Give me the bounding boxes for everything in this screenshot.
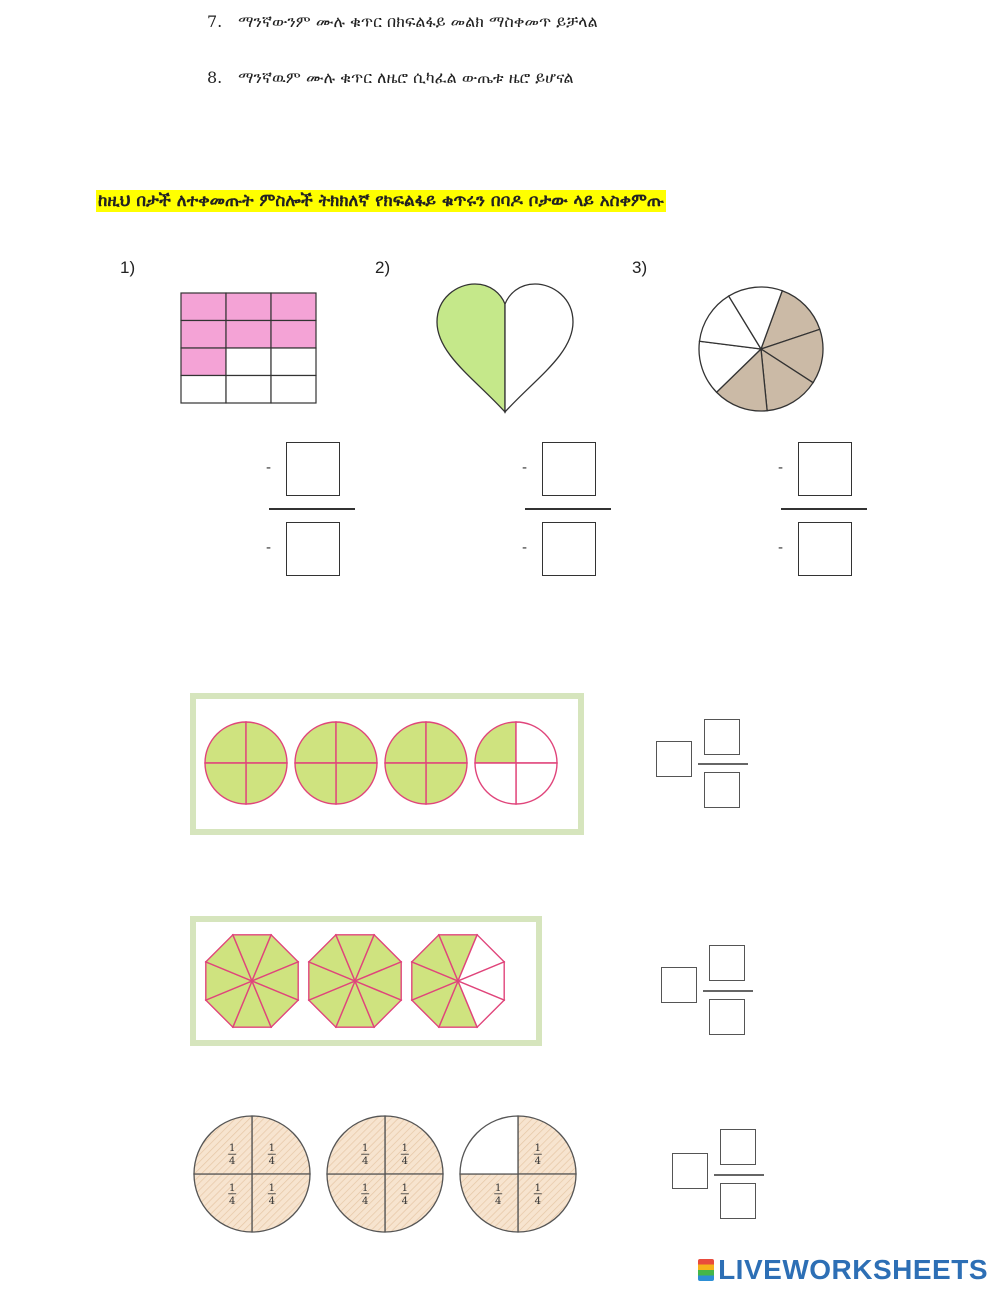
fraction-bar: [703, 990, 753, 992]
liveworksheets-logo: [698, 1254, 988, 1286]
quarter-label-numerator: 1: [268, 1143, 275, 1155]
heart-left-half: [437, 284, 505, 412]
circle-quarter: [336, 763, 377, 804]
heart-right-half: [505, 284, 573, 412]
denominator-input-box[interactable]: [720, 1183, 756, 1219]
grid-cell: [181, 376, 226, 404]
circle-quarter: [205, 722, 246, 763]
quarter-label-numerator: 1: [268, 1182, 275, 1194]
numerator-dash: -: [778, 460, 784, 476]
quarter-label-numerator: 1: [495, 1182, 502, 1194]
whole-input-box[interactable]: [661, 967, 697, 1003]
quarter-label-denominator: 4: [401, 1156, 408, 1168]
labeled-quarter: [252, 1174, 310, 1232]
whole-input-box[interactable]: [672, 1153, 708, 1189]
denominator-input-box[interactable]: [286, 522, 340, 576]
labeled-quarter: [460, 1174, 518, 1232]
denominator-input-box[interactable]: [709, 999, 745, 1035]
question-number: 7.: [207, 12, 223, 31]
quarter-label-numerator: 1: [362, 1143, 369, 1155]
question-text: ማንኛዉም ሙሉ ቁጥር ለዜሮ ሲካፈል ውጤቱ ዜሮ ይሆናል: [238, 68, 574, 87]
grid-cell: [226, 348, 271, 376]
question-text: ማንኛውንም ሙሉ ቁጥር በክፍልፋይ መልክ ማስቀመጥ ይቻላል: [238, 12, 598, 31]
fraction-bar: [698, 763, 748, 765]
quarter-label-numerator: 1: [534, 1182, 541, 1194]
quarter-label-numerator: 1: [534, 1143, 541, 1155]
fraction-bar: [269, 508, 355, 510]
numerator-input-box[interactable]: [286, 442, 340, 496]
quarter-label-denominator: 4: [229, 1156, 236, 1168]
heart-figure: [435, 284, 575, 414]
quarter-label-numerator: 1: [229, 1143, 236, 1155]
grid-cell: [226, 376, 271, 404]
circle-quarter: [426, 722, 467, 763]
labeled-quarter: [194, 1174, 252, 1232]
labeled-quarter: [518, 1174, 576, 1232]
grid-cell: [271, 321, 316, 349]
question-7: [207, 12, 598, 32]
quarter-label-denominator: 4: [534, 1195, 541, 1207]
denominator-input-box[interactable]: [542, 522, 596, 576]
quarter-label-denominator: 4: [268, 1195, 275, 1207]
fraction-bar: [525, 508, 611, 510]
circle-quarter: [246, 763, 287, 804]
grid-cell: [181, 348, 226, 376]
circle-quarter: [385, 722, 426, 763]
labeled-quarter: [327, 1174, 385, 1232]
brand-mark-icon: [698, 1259, 714, 1281]
numerator-dash: -: [266, 460, 272, 476]
fraction-bar: [714, 1174, 764, 1176]
quarter-circles-figure: [190, 693, 584, 835]
denominator-dash: -: [778, 540, 784, 556]
labeled-quarter: [385, 1174, 443, 1232]
circle-quarter: [295, 763, 336, 804]
whole-input-box[interactable]: [656, 741, 692, 777]
circle-sevenths-figure: [697, 285, 825, 413]
circle-quarter: [246, 722, 287, 763]
quarter-label-numerator: 1: [362, 1182, 369, 1194]
grid-cell: [271, 348, 316, 376]
grid-cell: [181, 321, 226, 349]
labeled-quarter: [327, 1116, 385, 1174]
circle-quarter: [205, 763, 246, 804]
fraction-bar: [781, 508, 867, 510]
quarter-label-denominator: 4: [362, 1195, 369, 1207]
quarter-label-denominator: 4: [229, 1195, 236, 1207]
circle-quarter: [516, 763, 557, 804]
circle-quarter: [336, 722, 377, 763]
problem-label-2: 2): [375, 258, 391, 277]
circle-quarter: [385, 763, 426, 804]
denominator-dash: -: [266, 540, 272, 556]
labeled-quarter: [460, 1116, 518, 1174]
numerator-input-box[interactable]: [798, 442, 852, 496]
quarter-label-numerator: 1: [401, 1143, 408, 1155]
quarter-label-denominator: 4: [495, 1195, 502, 1207]
denominator-input-box[interactable]: [704, 772, 740, 808]
numerator-input-box[interactable]: [709, 945, 745, 981]
quarter-label-denominator: 4: [362, 1156, 369, 1168]
quarter-label-denominator: 4: [268, 1156, 275, 1168]
instruction-banner: ከዚህ በታች ለተቀመጡት ምስሎች ትክክለኛ የክፍልፋይ ቁጥሩን በባዶ ቦታው ላይ አስቀምጡ: [98, 191, 665, 211]
question-number: 8.: [207, 68, 223, 87]
question-8: [207, 68, 574, 88]
circle-quarter: [516, 722, 557, 763]
labeled-quarter: [385, 1116, 443, 1174]
numerator-input-box[interactable]: [704, 719, 740, 755]
quarter-label-denominator: 4: [401, 1195, 408, 1207]
problem-label-1: 1): [120, 258, 136, 277]
circle-quarter: [426, 763, 467, 804]
denominator-input-box[interactable]: [798, 522, 852, 576]
numerator-input-box[interactable]: [542, 442, 596, 496]
labeled-quarter: [252, 1116, 310, 1174]
quarter-label-numerator: 1: [229, 1182, 236, 1194]
labeled-quarter: [518, 1116, 576, 1174]
grid-cell: [271, 376, 316, 404]
numerator-input-box[interactable]: [720, 1129, 756, 1165]
grid-cell: [271, 293, 316, 321]
denominator-dash: -: [522, 540, 528, 556]
labeled-quarter-circles-figure: [192, 1112, 587, 1237]
grid-figure: [180, 292, 318, 405]
grid-cell: [226, 321, 271, 349]
octagons-figure: [190, 916, 542, 1046]
circle-quarter: [475, 722, 516, 763]
quarter-label-denominator: 4: [534, 1156, 541, 1168]
quarter-label-numerator: 1: [401, 1182, 408, 1194]
grid-cell: [226, 293, 271, 321]
problem-label-3: 3): [632, 258, 648, 277]
grid-cell: [181, 293, 226, 321]
circle-quarter: [475, 763, 516, 804]
brand-name: LIVEWORKSHEETS: [718, 1254, 988, 1285]
numerator-dash: -: [522, 460, 528, 476]
labeled-quarter: [194, 1116, 252, 1174]
circle-quarter: [295, 722, 336, 763]
